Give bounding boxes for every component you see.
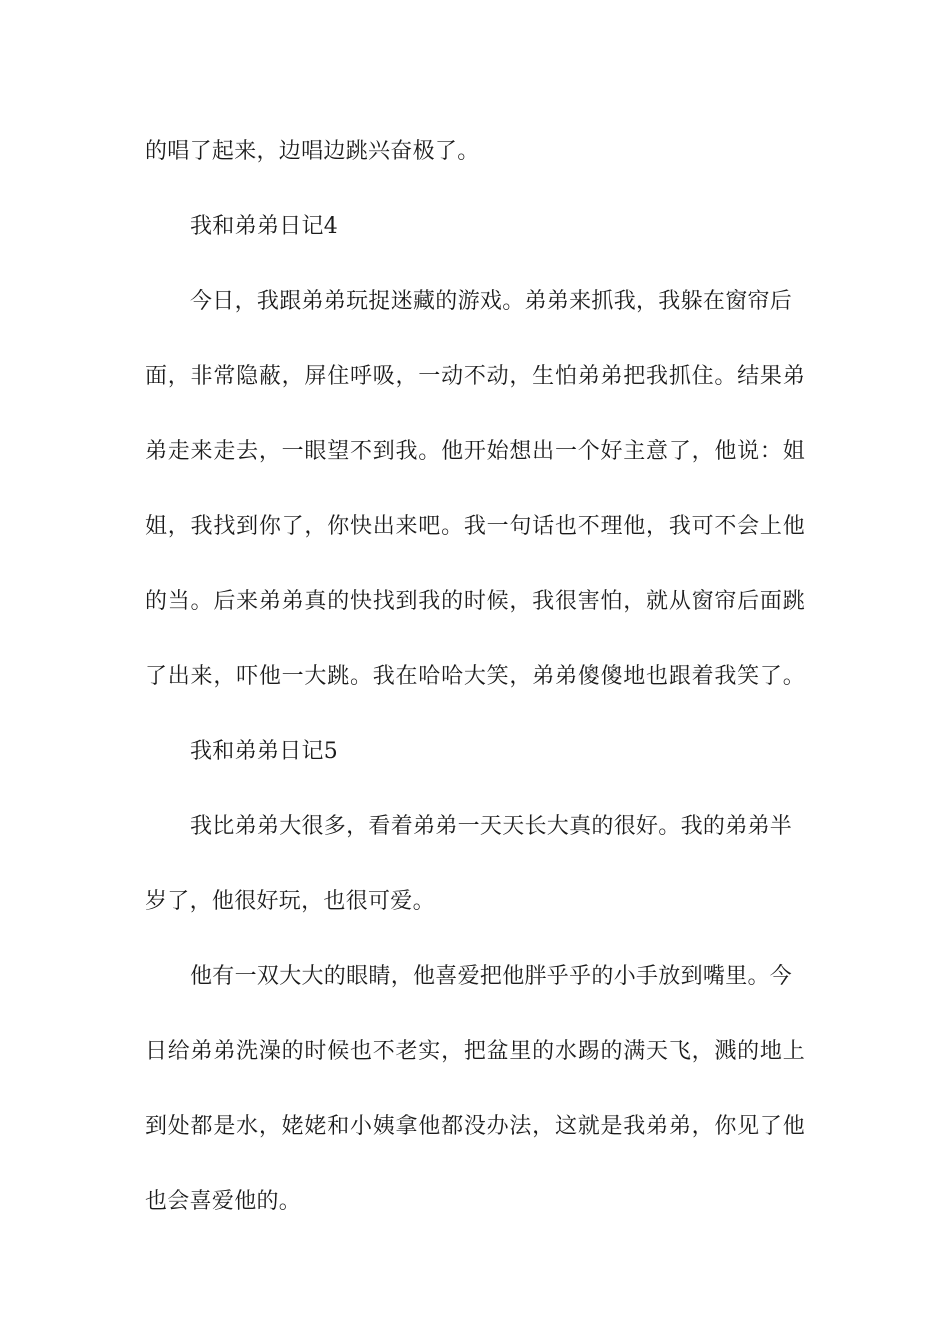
paragraph-line: 今日，我跟弟弟玩捉迷藏的游戏。弟弟来抓我，我躲在窗帘后	[190, 289, 793, 314]
paragraph-line: 的当。后来弟弟真的快找到我的时候，我很害怕，就从窗帘后面跳	[145, 589, 805, 614]
paragraph-line: 姐，我找到你了，你快出来吧。我一句话也不理他，我可不会上他	[145, 514, 805, 539]
paragraph-line: 也会喜爱他的。	[145, 1189, 302, 1214]
paragraph-line: 到处都是水，姥姥和小姨拿他都没办法，这就是我弟弟，你见了他	[145, 1114, 805, 1139]
paragraph-line: 岁了，他很好玩，也很可爱。	[145, 889, 435, 914]
paragraph-line: 面，非常隐蔽，屏住呼吸，一动不动，生怕弟弟把我抓住。结果弟	[145, 364, 805, 389]
paragraph-line: 他有一双大大的眼睛，他喜爱把他胖乎乎的小手放到嘴里。今	[190, 964, 793, 989]
section-heading: 我和弟弟日记5	[190, 739, 339, 764]
section-heading: 我和弟弟日记4	[190, 214, 339, 239]
paragraph-line: 的唱了起来，边唱边跳兴奋极了。	[145, 139, 480, 164]
paragraph-line: 弟走来走去，一眼望不到我。他开始想出一个好主意了，他说：姐	[145, 439, 805, 464]
paragraph-line: 了出来，吓他一大跳。我在哈哈大笑，弟弟傻傻地也跟着我笑了。	[145, 664, 805, 689]
paragraph-line: 我比弟弟大很多，看着弟弟一天天长大真的很好。我的弟弟半	[190, 814, 793, 839]
paragraph-line: 日给弟弟洗澡的时候也不老实，把盆里的水踢的满天飞，溅的地上	[145, 1039, 805, 1064]
